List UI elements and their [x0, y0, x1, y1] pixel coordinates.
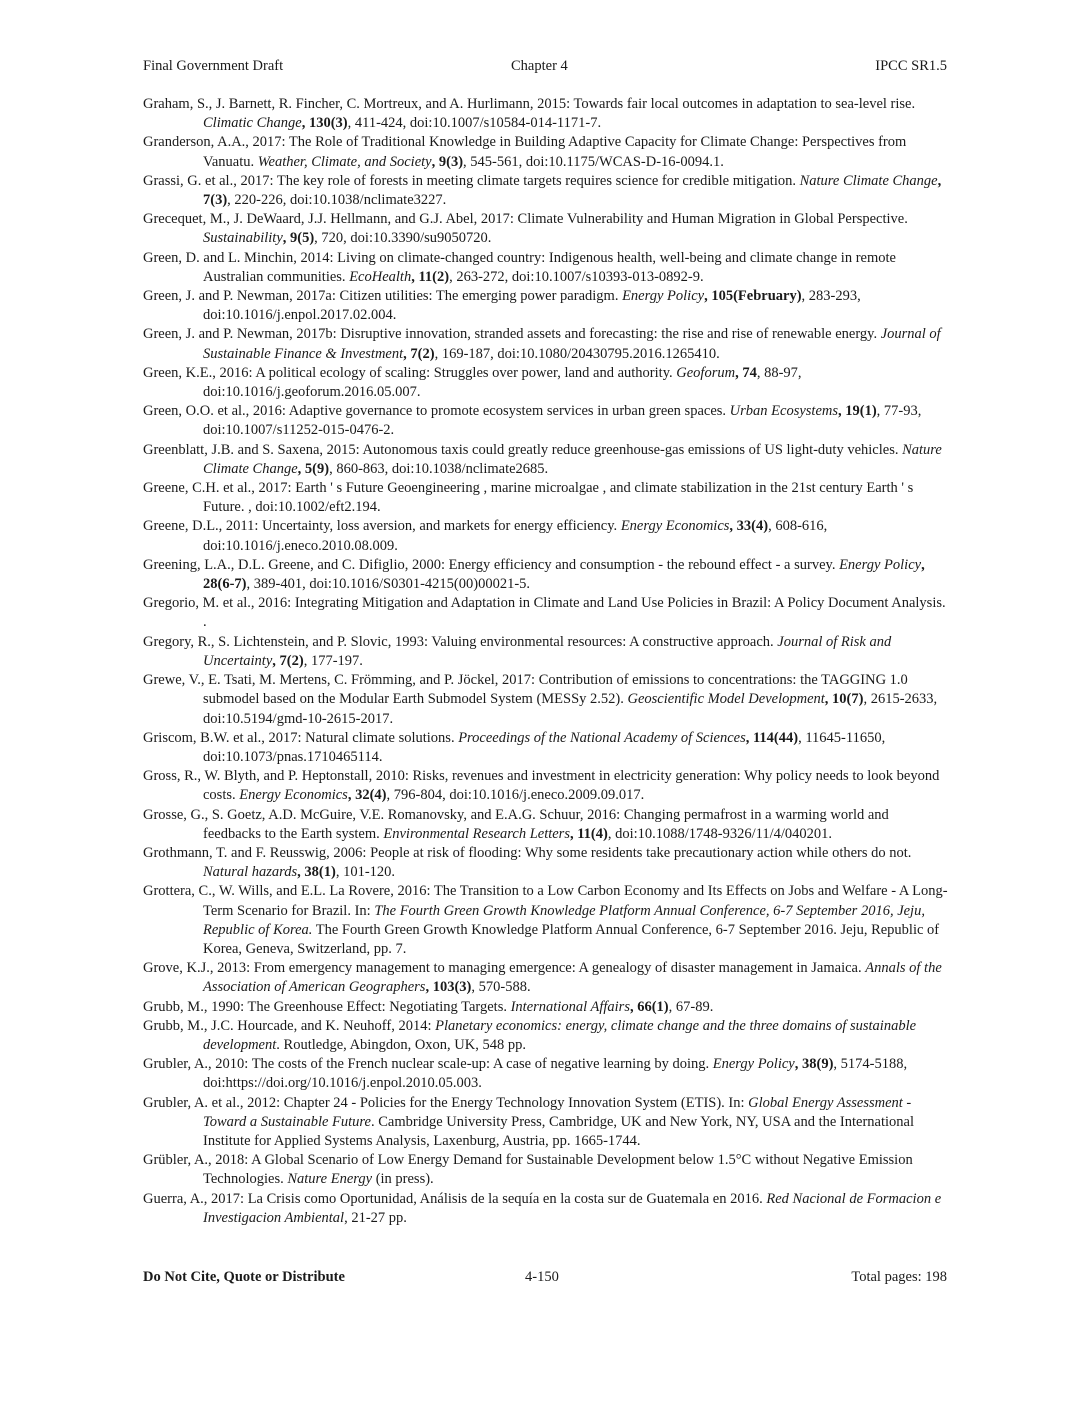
- reference-text: , 608-616, doi:10.1016/j.eneco.2010.08.009.: [203, 518, 828, 554]
- reference-title-italic: Urban Ecosystems: [729, 403, 838, 420]
- reference-entry: [143, 1151, 949, 1189]
- reference-text: Gregory, R., S. Lichtenstein, and P. Slovic, 1993: Valuing environmental resources: A constructive approach.: [143, 633, 778, 650]
- reference-entry: [143, 594, 949, 632]
- reference-volume-bold: , 114(44): [745, 729, 799, 746]
- reference-title-italic: Global Energy Assessment - Toward a Sustainable Future: [203, 1094, 912, 1130]
- reference-title-italic: Natural hazards: [203, 864, 298, 881]
- reference-title-italic: Red Nacional de Formacion e Investigacion Ambiental: [203, 1190, 942, 1226]
- reference-text: Green, K.E., 2016: A political ecology of scaling: Struggles over power, land and authority.: [143, 364, 677, 381]
- reference-text: , 389-401, doi:10.1016/S0301-4215(00)00021-5.: [246, 576, 531, 593]
- reference-text: Green, J. and P. Newman, 2017b: Disruptive innovation, stranded assets and forecasting: the rise and rise of renewable energy.: [143, 326, 881, 343]
- reference-volume-bold: , 103(3): [425, 979, 472, 996]
- reference-volume-bold: , 9(5): [282, 230, 315, 247]
- reference-text: Graham, S., J. Barnett, R. Fincher, C. Mortreux, and A. Hurlimann, 2015: Towards fair local outcomes in adaptation to sea-level rise.: [143, 96, 916, 112]
- reference-text: , 11645-11650, doi:10.1073/pnas.1710465114.: [203, 729, 886, 765]
- reference-text: Grosse, G., S. Goetz, A.D. McGuire, V.E. Romanovsky, and E.A.G. Schuur, 2016: Changing permafrost in a warming world and feedbacks to the Earth system.: [143, 806, 889, 842]
- reference-entry: [143, 325, 949, 363]
- reference-text: Granderson, A.A., 2017: The Role of Traditional Knowledge in Building Adaptive Capacity for Climate Change: Perspectives from Vanuatu.: [143, 134, 907, 170]
- reference-volume-bold: , 5(9): [297, 460, 330, 477]
- reference-entry: [143, 633, 949, 671]
- reference-volume-bold: , 32(4): [347, 787, 387, 804]
- reference-text: . Cambridge University Press, Cambridge, UK and New York, NY, USA and the International Institute for Applied Systems Analysis, Laxenburg, Austria, pp. 1665-1744.: [203, 1113, 914, 1149]
- reference-title-italic: Energy Economics: [239, 787, 348, 804]
- reference-text: Greene, D.L., 2011: Uncertainty, loss aversion, and markets for energy efficiency.: [143, 518, 621, 535]
- reference-text: Grottera, C., W. Wills, and E.L. La Rovere, 2016: The Transition to a Low Carbon Economy and Its Effects on Jobs and Welfare - A Long-Term Scenario for Brazil. In:: [143, 883, 948, 919]
- reference-entry: [143, 517, 949, 555]
- reference-title-italic: Journal of Sustainable Finance & Investment: [203, 326, 941, 362]
- reference-title-italic: Geoscientific Model Development: [627, 691, 825, 708]
- reference-text: , 88-97, doi:10.1016/j.geoforum.2016.05.007.: [203, 364, 802, 401]
- reference-volume-bold: 130(3): [308, 115, 348, 132]
- reference-entry: [143, 767, 949, 805]
- reference-title-italic: Weather, Climate, and Society: [257, 153, 432, 170]
- reference-entry: [143, 1017, 949, 1055]
- reference-volume-bold: , 19(1): [838, 403, 877, 420]
- reference-volume-bold: ,: [301, 115, 309, 132]
- reference-volume-bold: , 11(2): [411, 268, 450, 285]
- reference-text: , 860-863, doi:10.1038/nclimate2685.: [329, 460, 549, 477]
- reference-text: , 263-272, doi:10.1007/s10393-013-0892-9.: [449, 268, 704, 285]
- reference-text: , 177-197.: [303, 652, 363, 669]
- reference-volume-bold: , 38(9): [794, 1056, 834, 1073]
- reference-list: [143, 95, 949, 1228]
- reference-title-italic: Nature Energy: [287, 1171, 373, 1188]
- reference-text: Grübler, A., 2018: A Global Scenario of Low Energy Demand for Sustainable Development below 1.5°C without Negative Emission Technologies.: [143, 1152, 913, 1188]
- page-footer: [143, 1269, 947, 1291]
- reference-text: Grothmann, T. and F. Reusswig, 2006: People at risk of flooding: Why some residents take precautionary action while others do not.: [143, 844, 912, 861]
- reference-volume-bold: , 28(6-7): [203, 556, 925, 593]
- total-pages: Total pages: 198: [851, 1269, 947, 1285]
- reference-text: Griscom, B.W. et al., 2017: Natural climate solutions.: [143, 729, 459, 746]
- reference-text: , doi:10.1088/1748-9326/11/4/040201.: [607, 825, 833, 842]
- reference-text: Grubb, M., 1990: The Greenhouse Effect: Negotiating Targets.: [143, 998, 511, 1015]
- reference-title-italic: Energy Economics: [620, 518, 730, 535]
- reference-text: . Routledge, Abingdon, Oxon, UK, 548 pp.: [276, 1036, 526, 1053]
- reference-volume-bold: , 7(3): [203, 172, 942, 209]
- reference-title-italic: Nature Climate Change: [799, 172, 938, 189]
- reference-title-italic: Proceedings of the National Academy of Sciences: [458, 729, 746, 746]
- reference-text: Grassi, G. et al., 2017: The key role of forests in meeting climate targets requires science for credible mitigation.: [143, 172, 800, 189]
- reference-text: , 169-187, doi:10.1080/20430795.2016.1265410.: [434, 345, 720, 362]
- reference-entry: [143, 364, 949, 402]
- reference-volume-bold: , 7(2): [403, 345, 435, 362]
- reference-title-italic: Energy Policy: [839, 556, 922, 573]
- reference-entry: [143, 1055, 949, 1093]
- reference-title-italic: Climatic Change: [203, 115, 302, 132]
- reference-text: Gregorio, M. et al., 2016: Integrating Mitigation and Adaptation in Climate and Land Use Policies in Brazil: A Policy Document Analysis. .: [143, 595, 946, 631]
- reference-entry: [143, 959, 949, 997]
- reference-title-italic: Planetary economics: energy, climate change and the three domains of sustainable development: [203, 1017, 917, 1053]
- reference-volume-bold: , 38(1): [297, 864, 336, 881]
- reference-text: Gross, R., W. Blyth, and P. Heptonstall, 2010: Risks, revenues and investment in electricity generation: Why policy needs to look beyond costs.: [143, 768, 940, 804]
- header-chapter: Chapter 4: [511, 58, 568, 74]
- reference-text: , 101-120.: [335, 864, 396, 881]
- reference-title-italic: Energy Policy: [622, 288, 705, 305]
- reference-text: Grubb, M., J.C. Hourcade, and K. Neuhoff, 2014:: [143, 1017, 436, 1034]
- reference-text: Grove, K.J., 2013: From emergency management to managing emergence: A genealogy of disaster management in Jamaica.: [143, 960, 866, 977]
- reference-entry: [143, 671, 949, 729]
- reference-entry: [143, 479, 949, 517]
- reference-volume-bold: , 105(February): [704, 288, 802, 305]
- reference-title-italic: Environmental Research Letters: [383, 825, 570, 842]
- reference-text: Green, J. and P. Newman, 2017a: Citizen utilities: The emerging power paradigm.: [143, 288, 623, 305]
- reference-text: , 5174-5188, doi:https://doi.org/10.1016/j.enpol.2010.05.003.: [203, 1056, 908, 1092]
- reference-text: , 545-561, doi:10.1175/WCAS-D-16-0094.1.: [463, 153, 724, 170]
- page-header: [143, 58, 947, 80]
- reference-text: Grubler, A. et al., 2012: Chapter 24 - Policies for the Energy Technology Innovation System (ETIS). In:: [143, 1094, 749, 1111]
- reference-entry: [143, 210, 949, 248]
- reference-text: Grewe, V., E. Tsati, M. Mertens, C. Frömming, and P. Jöckel, 2017: Contribution of emissions to concentrations: the TAGGING 1.0 submodel based on the Modular Earth Submodel System (MESSy 2.52).: [143, 672, 908, 708]
- reference-entry: [143, 441, 949, 479]
- reference-title-italic: The Fourth Green Growth Knowledge Platform Annual Conference, 6-7 September 2016, Jeju, Republic of Korea.: [203, 902, 925, 938]
- reference-text: Grubler, A., 2010: The costs of the French nuclear scale-up: A case of negative learning by doing.: [143, 1056, 713, 1073]
- header-draft-label: Final Government Draft: [143, 58, 284, 74]
- reference-title-italic: EcoHealth: [349, 268, 412, 285]
- reference-text: , 283-293, doi:10.1016/j.enpol.2017.02.004.: [203, 288, 861, 324]
- reference-text: Greening, L.A., D.L. Greene, and C. Difiglio, 2000: Energy efficiency and consumption - the rebound effect - a survey.: [143, 556, 840, 573]
- reference-title-italic: Annals of the Association of American Geographers: [203, 960, 942, 996]
- reference-entry: [143, 556, 949, 594]
- reference-entry: [143, 1094, 949, 1152]
- reference-entry: [143, 249, 949, 287]
- reference-volume-bold: , 33(4): [729, 518, 769, 535]
- reference-text: Greenblatt, J.B. and S. Saxena, 2015: Autonomous taxis could greatly reduce greenhouse-gas emissions of US light-duty vehicles.: [143, 441, 903, 458]
- reference-title-italic: International Affairs: [510, 998, 630, 1015]
- reference-entry: [143, 844, 949, 882]
- reference-title-italic: Nature Climate Change: [203, 441, 942, 477]
- reference-entry: [143, 95, 949, 133]
- reference-text: , 67-89.: [668, 998, 714, 1015]
- reference-text: , 796-804, doi:10.1016/j.eneco.2009.09.017.: [386, 787, 645, 804]
- reference-entry: [143, 1190, 949, 1228]
- reference-text: (in press).: [372, 1171, 434, 1188]
- reference-text: , 2615-2633, doi:10.5194/gmd-10-2615-2017.: [203, 691, 938, 727]
- reference-volume-bold: , 11(4): [569, 825, 608, 842]
- reference-text: , 77-93, doi:10.1007/s11252-015-0476-2.: [203, 403, 922, 439]
- reference-entry: [143, 133, 949, 171]
- reference-text: Grecequet, M., J. DeWaard, J.J. Hellmann, and G.J. Abel, 2017: Climate Vulnerability and Human Migration in Global Perspective.: [143, 211, 908, 228]
- reference-entry: [143, 287, 949, 325]
- reference-text: Guerra, A., 2017: La Crisis como Oportunidad, Análisis de la sequía en la costa sur de Guatemala en 2016.: [143, 1190, 767, 1207]
- header-report-id: IPCC SR1.5: [875, 58, 947, 74]
- footer-notice: Do Not Cite, Quote or Distribute: [143, 1269, 345, 1285]
- reference-text: , 220-226, doi:10.1038/nclimate3227.: [227, 192, 447, 209]
- page-number: 4-150: [525, 1269, 559, 1285]
- reference-entry: [143, 402, 949, 440]
- reference-title-italic: Geoforum: [676, 364, 736, 381]
- reference-entry: [143, 998, 949, 1017]
- reference-text: , 570-588.: [471, 979, 531, 996]
- reference-text: The Fourth Green Growth Knowledge Platform Annual Conference, 6-7 September 2016. Jeju, Republic of Korea, Geneva, Switzerland, pp. 7.: [203, 921, 940, 957]
- reference-volume-bold: , 9(3): [431, 153, 464, 170]
- reference-entry: [143, 172, 949, 210]
- reference-volume-bold: , 66(1): [629, 998, 669, 1015]
- reference-text: , 21-27 pp.: [344, 1209, 407, 1226]
- reference-volume-bold: , 7(2): [272, 652, 304, 669]
- reference-title-italic: Sustainability: [203, 230, 283, 247]
- reference-title-italic: Energy Policy: [712, 1056, 795, 1073]
- reference-volume-bold: , 10(7): [824, 691, 864, 708]
- reference-entry: [143, 882, 949, 959]
- reference-volume-bold: , 74: [735, 364, 757, 381]
- reference-text: , 720, doi:10.3390/su9050720.: [314, 230, 492, 247]
- reference-title-italic: Journal of Risk and Uncertainty: [203, 633, 892, 669]
- reference-text: Greene, C.H. et al., 2017: Earth ' s Future Geoengineering , marine microalgae , and climate stabilization in the 21st century Earth ' s Future. , doi:10.1002/eft2.194.: [143, 480, 914, 516]
- reference-entry: [143, 806, 949, 844]
- reference-text: Green, O.O. et al., 2016: Adaptive governance to promote ecosystem services in urban green spaces.: [143, 403, 730, 420]
- reference-entry: [143, 729, 949, 767]
- reference-text: Green, D. and L. Minchin, 2014: Living on climate-changed country: Indigenous health, well-being and climate change in remote Australian communities.: [143, 249, 896, 285]
- reference-text: , 411-424, doi:10.1007/s10584-014-1171-7.: [347, 115, 602, 132]
